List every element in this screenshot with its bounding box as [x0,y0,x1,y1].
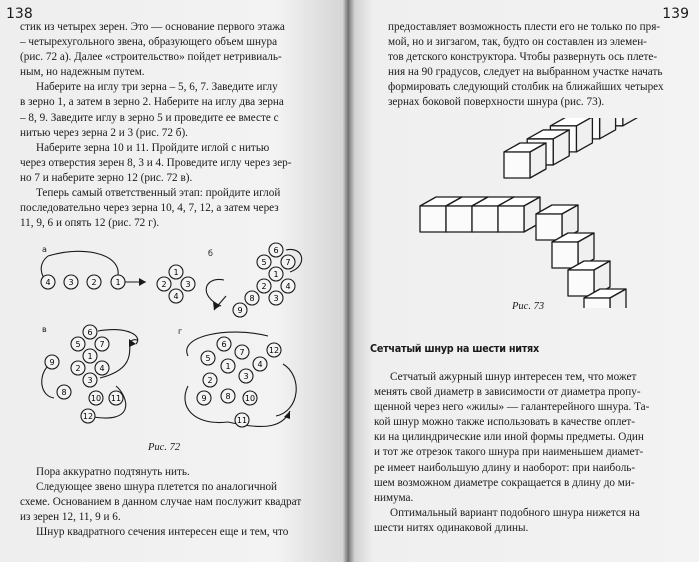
bead [181,277,195,291]
bead [81,409,95,423]
bead-label: 1 [225,362,231,371]
left-text-top [20,20,325,231]
text-line: в зерно 1, а затем в зерно 2. Наберите на иглу два зерна [20,96,284,109]
page-number-right: 139 [662,6,689,22]
bead [109,391,123,405]
text-line: 11, 9, 6 и опять 12 (рис. 72 г). [20,217,160,230]
bead [157,277,171,291]
bead-label: 2 [91,278,97,287]
bead-label: 1 [273,270,279,279]
bead [64,275,78,289]
label-g: г [178,327,183,336]
text-line: формировать следующий столбик на ближайших четырех [388,81,664,94]
bead [267,343,281,357]
bead [89,391,103,405]
bead-label: 11 [110,394,122,403]
text-line: через отверстия зерен 8, 3 и 4. Проведите иглу через зер- [20,156,292,169]
bead [169,265,183,279]
text-line: Теперь самый ответственный этап: пройдите иглой [36,187,281,200]
text-line: Наберите зерна 10 и 11. Пройдите иглой с нитью [36,141,270,154]
bead [221,359,235,373]
bead [197,391,211,405]
bead-label: 4 [285,282,291,291]
text-line: предоставляет возможность плести его не только по пря- [388,21,661,33]
bead [41,275,55,289]
text-line: тов детского конструктора. Чтобы развернуть ось плете- [388,51,658,64]
bead-label: 1 [87,352,93,361]
bead [71,337,85,351]
figure-72 [28,236,328,436]
bead [245,291,259,305]
bead-label: 8 [249,294,255,303]
text-line: мой, но и зигзагом, так, будто он составлен из элемен- [388,36,647,49]
bead-label: 1 [173,268,179,277]
bead-label: 5 [205,354,211,363]
text-line: Шнур квадратного сечения интересен еще и тем, что [36,526,289,539]
text-line: ния на 90 градусов, следует на выбранном участке начать [388,66,663,79]
bead-label: 4 [173,292,179,301]
bead-label: 9 [49,358,55,367]
bead [221,389,235,403]
bead [57,385,71,399]
text-line: нимума. [374,491,414,504]
bead [45,355,59,369]
bead-label: 2 [261,282,267,291]
text-line: зернах боковой поверхности шнура (рис. 73). [388,96,605,109]
bead-label: 5 [261,258,267,267]
bead [203,373,217,387]
left-text-bottom [20,465,325,540]
bead-label: 7 [285,258,291,267]
bead-label: 6 [273,246,279,255]
bead [201,351,215,365]
bead-label: 12 [82,412,94,421]
text-line: – четырехугольного звена, образующего объем шнура [20,36,278,49]
bead [83,349,97,363]
bead-label: 3 [243,372,249,381]
cube [498,197,540,232]
text-line: Наберите на иглу три зерна – 5, 6, 7. Заведите иглу [36,81,278,94]
label-b: б [208,249,213,258]
bead-group [41,243,295,427]
bead [257,279,271,293]
text-line: схеме. Основанием в данном случае нам послужит квадрат [20,496,302,509]
text-line: шем возможном диаметре сокращается в длину до ми- [374,476,635,489]
label-a: а [42,245,47,254]
text-line: и тот же отрезок такого шнура при наименьшем диамет- [374,446,644,459]
bead [257,255,271,269]
bead [243,391,257,405]
label-v: в [42,325,47,334]
bead [269,243,283,257]
bead-label: 10 [90,394,102,403]
bead [233,303,247,317]
bead-label: 3 [273,294,279,303]
bead-label: 6 [87,328,93,337]
bead [83,373,97,387]
text-line: но 7 и наберите зерно 12 (рис. 72 в). [20,171,193,184]
bead-label: 3 [185,280,191,289]
figure-73-caption: Рис. 73 [512,301,545,312]
bead-label: 9 [201,394,207,403]
text-line: – 8, 9. Заведите иглу в зерно 5 и проведите ее вместе с [20,111,279,124]
bead [239,369,253,383]
figure-73-cube-cord [414,118,674,308]
section-heading: Сетчатый шнур на шести нитях [370,343,539,355]
text-line: Сетчатый ажурный шнур интересен тем, что может [390,371,637,383]
bead-label: 7 [99,340,105,349]
text-line: Оптимальный вариант подобного шнура нижется на [390,506,640,519]
cube [504,143,546,178]
bead-label: 6 [221,340,227,349]
page-number-left: 138 [6,6,33,22]
bead [111,275,125,289]
text-line: последовательно через зерна 10, 4, 7, 12, а затем через [20,202,279,215]
text-line: ре имеет наибольшую длину и наоборот: при наиболь- [374,461,636,474]
bead-label: 7 [239,348,245,357]
bead-label: 8 [225,392,231,401]
text-line: менять свой диаметр в зависимости от диаметра пропу- [374,386,641,399]
text-line: шести нитях одинаковой длины. [374,521,529,534]
bead [83,325,97,339]
bead [253,357,267,371]
book-gutter [343,0,355,562]
right-text-top [388,20,684,111]
text-line: Пора аккуратно подтянуть нить. [36,466,190,478]
text-line: из зерен 12, 11, 9 и 6. [20,511,121,524]
bead-label: 12 [268,346,280,355]
bead-label: 3 [68,278,74,287]
bead [281,255,295,269]
figure-72-caption: Рис. 72 [148,442,181,453]
bead [87,275,101,289]
bead [235,413,249,427]
bead-label: 5 [75,340,81,349]
bead-label: 4 [257,360,263,369]
bead-label: 8 [61,388,67,397]
bead [217,337,231,351]
bead-label: 9 [237,306,243,315]
text-line: щенной через него «жилы» — галантерейного шнура. Та- [374,401,650,414]
text-line: ки на цилиндрические или иной формы предметы. Один [374,431,644,444]
bead [71,361,85,375]
bead [95,361,109,375]
text-line: стик из четырех зерен. Это — основание первого этажа [20,21,285,33]
bead-label: 2 [75,364,81,373]
right-page [352,0,699,562]
text-line: (рис. 72 а). Далее «строительство» пойдет нетривиаль- [20,51,282,64]
bead [269,267,283,281]
bead-label: 1 [115,278,121,287]
bead-label: 2 [161,280,167,289]
bead-label: 10 [244,394,256,403]
bead [269,291,283,305]
text-line: ным, но надежным путем. [20,66,145,79]
text-line: кой шнур можно также использовать в качестве оплет- [374,416,636,429]
bead-label: 4 [45,278,51,287]
bead [281,279,295,293]
bead-label: 4 [99,364,105,373]
text-line: нитью через зерна 2 и 3 (рис. 72 б). [20,126,188,139]
bead-label: 11 [236,416,248,425]
right-text-section [374,370,686,536]
bead [95,337,109,351]
text-line: Следующее звено шнура плетется по аналогичной [36,481,278,494]
bead [169,289,183,303]
bead [235,345,249,359]
left-page [0,0,346,562]
bead-label: 3 [87,376,93,385]
bead-label: 2 [207,376,213,385]
